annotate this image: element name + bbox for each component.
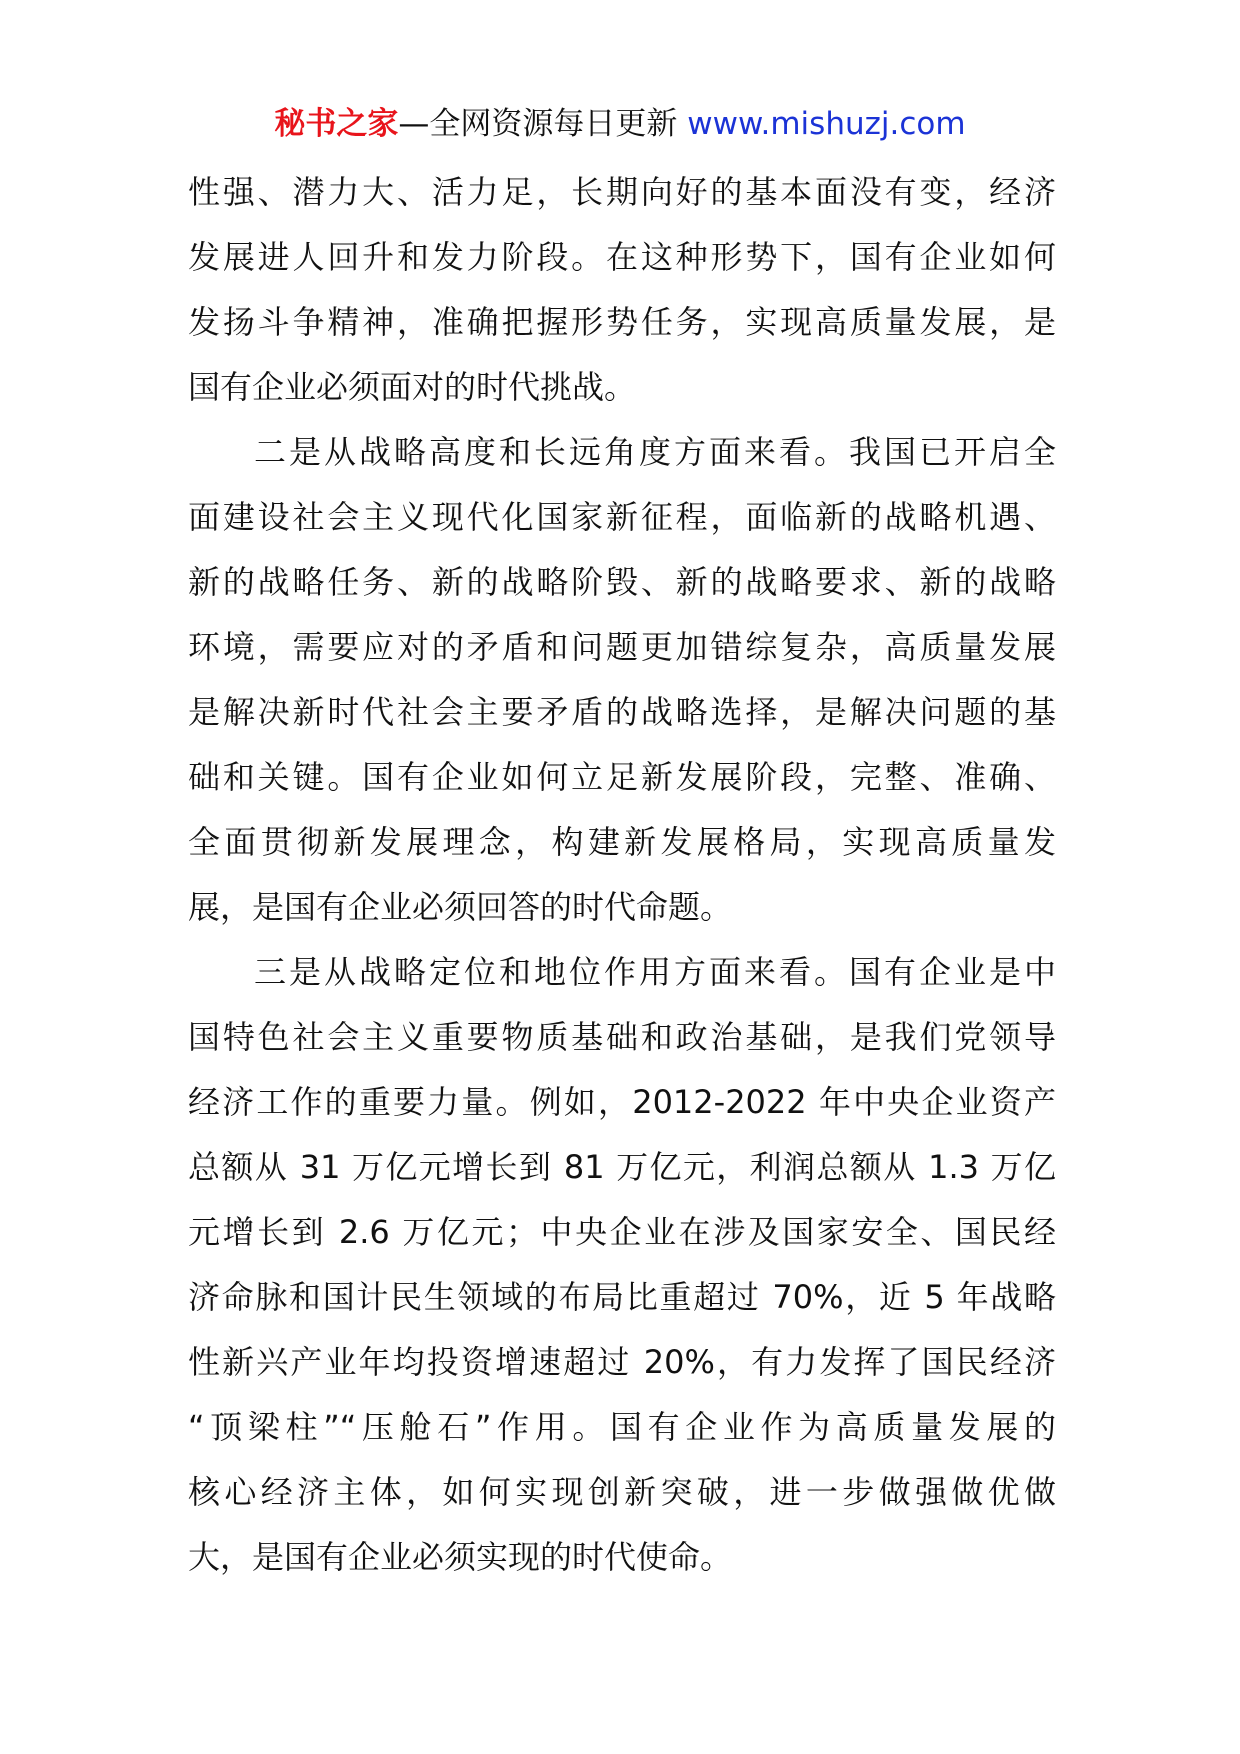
text-line: 大，是国有企业必须实现的时代使命。 [188, 1538, 733, 1576]
document-body [188, 160, 1056, 1590]
text-line: 元增长到 2.6 万亿元；中央企业在涉及国家安全、国民经 [188, 1213, 1056, 1251]
text-line: 经济工作的重要力量。例如，2012-2022 年中央企业资产 [188, 1083, 1056, 1121]
page-header [0, 104, 1240, 144]
text-line: 国有企业必须面对的时代挑战。 [188, 368, 637, 406]
brand-name: 秘书之家 [274, 106, 399, 142]
text-line: 二是从战略高度和长远角度方面来看。我国已开启全 [254, 433, 1056, 471]
header-tagline: —全网资源每日更新 [398, 106, 688, 142]
text-line: 性强、潜力大、活力足，长期向好的基本面没有变，经济 [188, 173, 1056, 211]
text-line: “顶梁柱”“压舱石”作用。国有企业作为高质量发展的 [188, 1408, 1056, 1446]
text-line: 环境，需要应对的矛盾和问题更加错综复杂，高质量发展 [188, 628, 1056, 666]
text-line: 发扬斗争精神，准确把握形势任务，实现高质量发展，是 [188, 303, 1056, 341]
text-line: 面建设社会主义现代化国家新征程，面临新的战略机遇、 [188, 498, 1056, 536]
text-line: 三是从战略定位和地位作用方面来看。国有企业是中 [254, 953, 1056, 991]
text-line: 是解决新时代社会主要矛盾的战略选择，是解决问题的基 [188, 693, 1056, 731]
site-url[interactable]: www.mishuzj.com [687, 106, 966, 142]
text-line: 总额从 31 万亿元增长到 81 万亿元，利润总额从 1.3 万亿 [188, 1148, 1056, 1186]
text-line: 新的战略任务、新的战略阶毁、新的战略要求、新的战略 [188, 563, 1056, 601]
text-line: 济命脉和国计民生领域的布局比重超过 70%，近 5 年战略 [188, 1278, 1056, 1316]
text-line: 性新兴产业年均投资增速超过 20%，有力发挥了国民经济 [188, 1343, 1056, 1381]
text-line: 国特色社会主义重要物质基础和政治基础，是我们党领导 [188, 1018, 1056, 1056]
text-line: 础和关键。国有企业如何立足新发展阶段，完整、准确、 [188, 758, 1056, 796]
text-line: 展，是国有企业必须回答的时代命题。 [188, 888, 733, 926]
text-line: 全面贯彻新发展理念，构建新发展格局，实现高质量发 [188, 823, 1056, 861]
text-line: 核心经济主体，如何实现创新突破，进一步做强做优做 [188, 1473, 1056, 1511]
text-line: 发展进人回升和发力阶段。在这种形势下，国有企业如何 [188, 238, 1056, 276]
